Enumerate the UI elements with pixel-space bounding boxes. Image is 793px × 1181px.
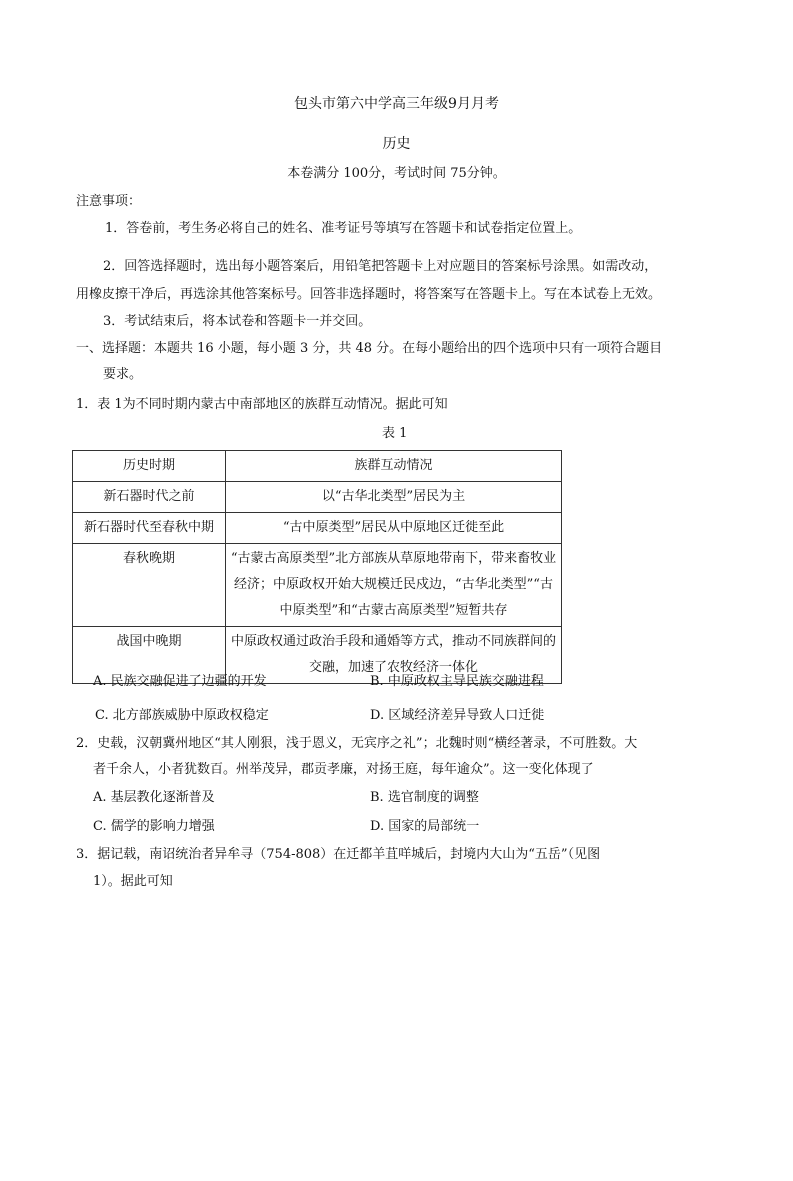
q2-option-c: C. 儒学的影响力增强	[93, 819, 215, 834]
table-row	[73, 482, 562, 513]
table-cell-interaction: 以“古华北类型”居民为主	[226, 482, 562, 513]
table-cell-period: 新石器时代之前	[73, 482, 226, 513]
table-row	[73, 544, 562, 627]
section-heading-cont: 要求。	[103, 367, 143, 382]
subject-title: 历史	[382, 136, 411, 152]
table-cell-period: 新石器时代至春秋中期	[73, 513, 226, 544]
table-1	[72, 450, 562, 684]
notice-item-3: 3．考试结束后，将本试卷和答题卡一并交回。	[103, 314, 372, 329]
q2-option-b: B. 选官制度的调整	[370, 790, 479, 805]
table-cell-interaction: 中原政权通过政治手段和通婚等方式，推动不同族群间的交融，加速了农牧经济一体化	[226, 627, 562, 684]
table-cell-period: 战国中晚期	[73, 627, 226, 684]
q3-stem: 3．据记载，南诏统治者异牟寻（754-808）在迁都羊苴咩城后，封境内大山为“五岳”（见图	[76, 847, 601, 862]
exam-title: 包头市第六中学高三年级9月月考	[294, 96, 499, 112]
table-cell-interaction: “古蒙古高原类型”北方部族从草原地带南下，带来畜牧业经济；中原政权开始大规模迁民戍边，“古华北类型”“古中原类型”和“古蒙古高原类型”短暂共存	[226, 544, 562, 627]
q2-stem-cont: 者千余人，小者犹数百。州举茂异，郡贡孝廉，对扬王庭，每年逾众”。这一变化体现了	[93, 762, 594, 777]
q1-stem: 1．表 1为不同时期内蒙古中南部地区的族群互动情况。据此可知	[76, 397, 448, 412]
section-heading: 一、选择题：本题共 16 小题，每小题 3 分，共 48 分。在每小题给出的四个选项中只有一项符合题目	[76, 341, 663, 356]
q1-option-a: A. 民族交融促进了边疆的开发	[93, 674, 267, 689]
notice-item-1: 1．答卷前，考生务必将自己的姓名、准考证号等填写在答题卡和试卷指定位置上。	[105, 221, 582, 236]
table-cell-interaction: “古中原类型”居民从中原地区迁徙至此	[226, 513, 562, 544]
q2-option-a: A. 基层教化逐渐普及	[93, 790, 215, 805]
q2-option-d: D. 国家的局部统一	[370, 819, 480, 834]
table-cell-period: 春秋晚期	[73, 544, 226, 627]
q1-option-c: C. 北方部族威胁中原政权稳定	[95, 708, 269, 723]
q3-stem-cont: 1）。据此可知	[93, 874, 173, 889]
notice-item-2: 2．回答选择题时，选出每小题答案后，用铅笔把答题卡上对应题目的答案标号涂黑。如需改动，	[103, 259, 658, 274]
notice-heading: 注意事项：	[76, 194, 142, 209]
table-header-cell: 族群互动情况	[226, 451, 562, 482]
q1-option-d: D. 区域经济差异导致人口迁徙	[370, 708, 545, 723]
table-caption: 表 1	[382, 426, 408, 441]
table-header-cell: 历史时期	[73, 451, 226, 482]
q2-stem: 2．史载，汉朝冀州地区“其人刚狠，浅于恩义，无宾序之礼”；北魏时则“横经著录，不可胜数。大	[76, 736, 638, 751]
table-header-row	[73, 451, 562, 482]
q1-option-b: B. 中原政权主导民族交融进程	[370, 674, 544, 689]
exam-meta: 本卷满分 100分，考试时间 75分钟。	[287, 166, 506, 181]
table-row	[73, 513, 562, 544]
notice-item-2-cont: 用橡皮擦干净后，再选涂其他答案标号。回答非选择题时，将答案写在答题卡上。写在本试卷上无效。	[76, 287, 662, 302]
